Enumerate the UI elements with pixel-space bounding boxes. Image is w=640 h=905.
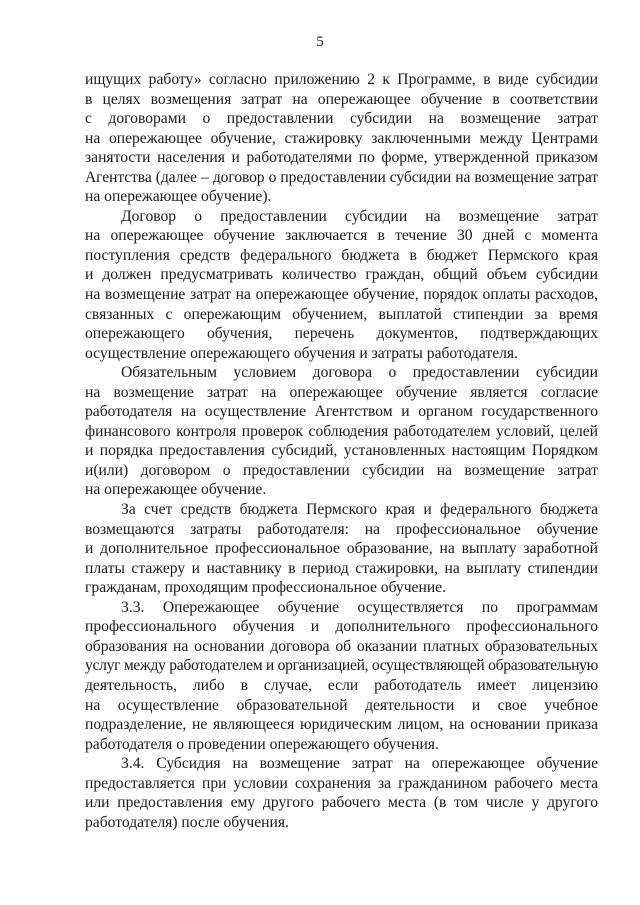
- text-line: и(или) договором о предоставлении субсидии на возмещение затрат: [85, 461, 598, 479]
- text-line: опережающего обучения, перечень документов, подтверждающих: [85, 325, 598, 343]
- text-line: профессионального обучения и дополнительного профессионального: [85, 618, 598, 636]
- text-line: и дополнительное профессиональное образование, на выплату заработной: [85, 540, 598, 558]
- text-line: образования на основании договора об оказании платных образовательных: [85, 637, 598, 655]
- text-line: работодателя) после обучения.: [85, 813, 289, 831]
- text-line: деятельность, либо в случае, если работодатель имеет лицензию: [85, 676, 598, 694]
- text-line: Обязательным условием договора о предоставлении субсидии: [121, 364, 598, 382]
- text-line: занятости населения и работодателями по форме, утвержденной приказом: [85, 149, 598, 167]
- text-line: и порядка предоставления субсидий, установленных настоящим Порядком: [85, 442, 598, 460]
- text-line: связанных с опережающим обучением, выплатой стипендии за время: [85, 305, 598, 323]
- text-line: на опережающее обучение заключается в течение 30 дней с момента: [85, 227, 598, 245]
- text-line: работодателя на осуществление Агентством и органом государственного: [85, 403, 598, 421]
- text-line: возмещаются затраты работодателя: на профессиональное обучение: [85, 520, 598, 538]
- text-line: За счет средств бюджета Пермского края и федерального бюджета: [121, 501, 598, 519]
- text-line: и должен предусматривать количество граждан, общий объем субсидии: [85, 266, 598, 284]
- text-line: работодателя о проведении опережающего обучения.: [85, 735, 439, 753]
- text-line: на возмещение затрат на опережающее обучение, порядок оплаты расходов,: [85, 286, 598, 304]
- text-line: осуществление опережающего обучения и затраты работодателя.: [85, 344, 519, 362]
- text-line: 3.4. Субсидия на возмещение затрат на опережающее обучение: [121, 755, 598, 773]
- text-line: подразделение, не являющееся юридическим лицом, на основании приказа: [85, 716, 598, 734]
- text-line: ищущих работу» согласно приложению 2 к Программе, в виде субсидии: [85, 71, 598, 88]
- body-text: [85, 70, 598, 832]
- text-line: или предоставления ему другого рабочего места (в том числе у другого: [85, 794, 598, 812]
- text-line: в целях возмещения затрат на опережающее обучение в соответствии: [85, 90, 598, 108]
- text-line: предоставляется при условии сохранения за гражданином рабочего места: [85, 774, 598, 792]
- text-line: 3.3. Опережающее обучение осуществляется по программам: [121, 598, 598, 616]
- text-line: на осуществление образовательной деятельности и свое учебное: [85, 696, 598, 714]
- page-number: 5: [316, 34, 324, 50]
- text-line: Агентства (далее – договор о предоставлении субсидии на возмещение затрат: [85, 168, 598, 186]
- text-line: на опережающее обучение).: [85, 188, 272, 206]
- text-line: платы стажеру и наставнику в период стажировки, на выплату стипендии: [85, 559, 598, 577]
- text-line: на опережающее обучение.: [85, 481, 267, 499]
- text-line: на возмещение затрат на опережающее обучение является согласие: [85, 383, 598, 401]
- text-line: гражданам, проходящим профессиональное обучение.: [85, 579, 446, 597]
- text-line: на опережающее обучение, стажировку заключенными между Центрами: [85, 129, 598, 147]
- text-line: с договорами о предоставлении субсидии на возмещение затрат: [85, 110, 598, 128]
- text-line: финансового контроля проверок соблюдения работодателем условий, целей: [85, 422, 598, 440]
- text-line: услуг между работодателем и организацией, осуществляющей образовательную: [85, 657, 598, 675]
- text-line: Договор о предоставлении субсидии на возмещение затрат: [121, 207, 598, 225]
- text-line: поступления средств федерального бюджета в бюджет Пермского края: [85, 246, 598, 264]
